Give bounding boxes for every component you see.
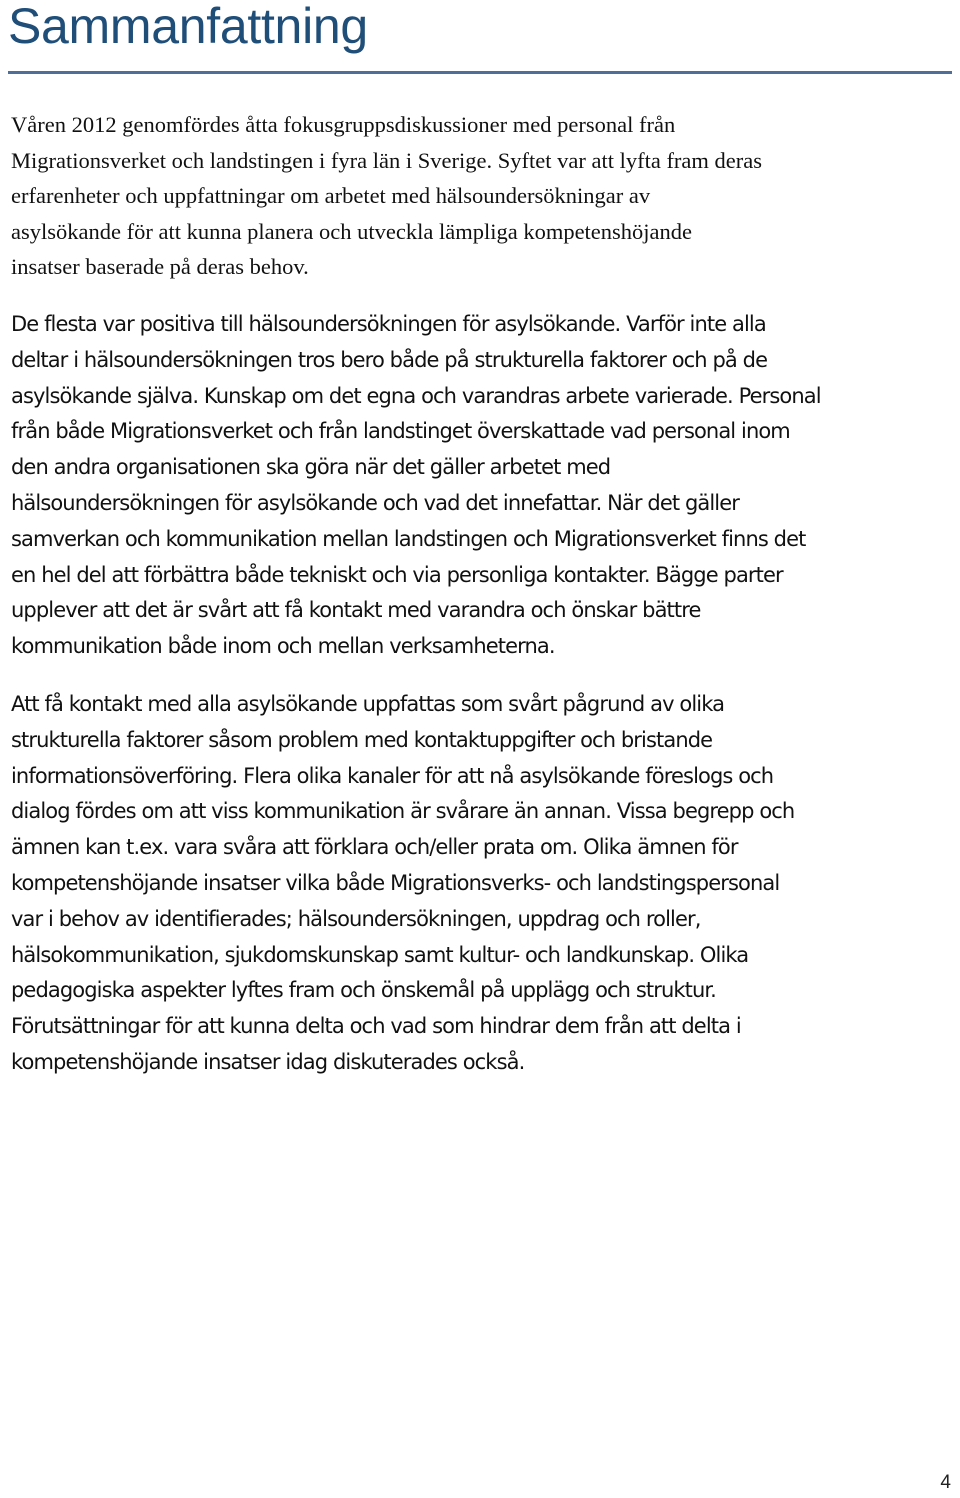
paragraph-line: asylsökande för att kunna planera och utveckla lämpliga kompetenshöjande	[11, 218, 693, 244]
paragraph-line: informationsöverföring. Flera olika kanaler för att nå asylsökande föreslogs och	[11, 763, 774, 788]
paragraph-line: kompetenshöjande insatser idag diskuterades också.	[11, 1049, 525, 1074]
paragraph-line: den andra organisationen ska göra när det gäller arbetet med	[11, 455, 611, 480]
paragraph-line: Våren 2012 genomfördes åtta fokusgruppsdiskussioner med personal från	[11, 112, 676, 137]
paragraph-2	[11, 307, 956, 665]
paragraph-line: Förutsättningar för att kunna delta och vad som hindrar dem från att delta i	[11, 1014, 741, 1039]
title-divider	[8, 71, 952, 74]
paragraph-line: De flesta var positiva till hälsoundersökningen för asylsökande. Varför inte alla	[11, 312, 766, 336]
paragraph-line: dialog fördes om att viss kommunikation är svårare än annan. Vissa begrepp och	[11, 799, 795, 824]
paragraph-line: samverkan och kommunikation mellan landstingen och Migrationsverket finns det	[11, 526, 806, 551]
paragraph-line: kompetenshöjande insatser vilka både Migrationsverks- och landstingspersonal	[11, 870, 780, 895]
paragraph-line: från både Migrationsverket och från landstinget överskattade vad personal inom	[11, 419, 790, 444]
paragraph-line: en hel del att förbättra både tekniskt och via personliga kontakter. Bägge parter	[11, 562, 783, 587]
paragraph-1	[11, 107, 956, 285]
paragraph-line: hälsokommunikation, sjukdomskunskap samt kultur- och landkunskap. Olika	[11, 942, 749, 967]
paragraph-3	[11, 687, 956, 1081]
paragraph-line: hälsoundersökningen för asylsökande och vad det innefattar. När det gäller	[11, 490, 739, 515]
paragraph-line: pedagogiska aspekter lyftes fram och önskemål på upplägg och struktur.	[11, 978, 716, 1003]
paragraph-line: kommunikation både inom och mellan verksamheterna.	[11, 634, 555, 659]
paragraph-line: insatser baserade på deras behov.	[11, 254, 309, 280]
paragraph-line: Att få kontakt med alla asylsökande uppfattas som svårt pågrund av olika	[11, 692, 725, 716]
paragraph-line: deltar i hälsoundersökningen tros bero både på strukturella faktorer och på de	[11, 347, 768, 372]
paragraph-line: Migrationsverket och landstingen i fyra län i Sverige. Syftet var att lyfta fram deras	[11, 147, 763, 173]
paragraph-line: var i behov av identifierades; hälsoundersökningen, uppdrag och roller,	[11, 906, 701, 931]
paragraph-line: strukturella faktorer såsom problem med kontaktuppgifter och bristande	[11, 727, 713, 752]
page-number: 4	[940, 1472, 951, 1493]
page-title: Sammanfattning	[8, 0, 368, 54]
paragraph-line: ämnen kan t.ex. vara svåra att förklara och/eller prata om. Olika ämnen för	[11, 835, 738, 860]
paragraph-line: upplever att det är svårt att få kontakt med varandra och önskar bättre	[11, 598, 701, 623]
paragraph-line: erfarenheter och uppfattningar om arbetet med hälsoundersökningar av	[11, 183, 651, 209]
paragraph-line: asylsökande själva. Kunskap om det egna och varandras arbete varierade. Personal	[11, 383, 821, 408]
